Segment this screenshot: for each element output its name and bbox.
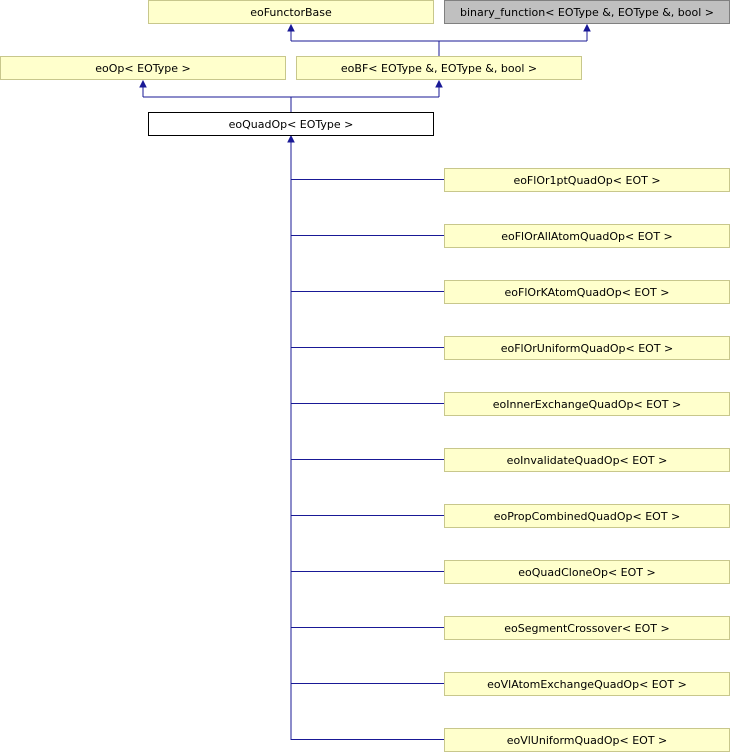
node-label: eoFunctorBase (250, 6, 332, 19)
node-derived-class[interactable] (445, 225, 730, 248)
node-label: eoFlOr1ptQuadOp< EOT > (513, 174, 661, 187)
node-derived-class[interactable] (445, 561, 730, 584)
node-derived-class[interactable] (445, 673, 730, 696)
node-label: eoFlOrKAtomQuadOp< EOT > (504, 286, 670, 299)
node-label: eoFlOrAllAtomQuadOp< EOT > (501, 230, 673, 243)
node-derived-class[interactable] (445, 281, 730, 304)
arrowhead-eoop (140, 81, 146, 87)
node-eobf[interactable] (297, 57, 582, 80)
arrowhead-eobf (436, 81, 442, 87)
node-label: eoVlAtomExchangeQuadOp< EOT > (487, 678, 687, 691)
node-derived-class[interactable] (445, 505, 730, 528)
node-derived-class[interactable] (445, 449, 730, 472)
arrowhead-eofunctorbase (288, 25, 294, 31)
node-label: eoVlUniformQuadOp< EOT > (506, 734, 668, 747)
node-binary-function[interactable] (445, 1, 730, 24)
node-label: eoInvalidateQuadOp< EOT > (506, 454, 668, 467)
derived-class-nodes (445, 169, 730, 752)
node-derived-class[interactable] (445, 393, 730, 416)
node-derived-class[interactable] (445, 729, 730, 752)
node-eoop[interactable] (1, 57, 286, 80)
node-derived-class[interactable] (445, 337, 730, 360)
node-label: eoOp< EOType > (95, 62, 191, 75)
arrowhead-binary-function (584, 25, 590, 31)
edge-eobf-to-bases (291, 30, 587, 56)
node-label: eoQuadCloneOp< EOT > (518, 566, 656, 579)
node-eofunctorbase[interactable] (149, 1, 434, 24)
edge-eoquadop-to-bases (143, 86, 439, 112)
node-label: eoQuadOp< EOType > (228, 118, 354, 131)
node-derived-class[interactable] (445, 617, 730, 640)
node-derived-class[interactable] (445, 169, 730, 192)
node-label: eoBF< EOType &, EOType &, bool > (340, 62, 538, 75)
node-label: binary_function< EOType &, EOType &, bool > (459, 6, 715, 19)
node-label: eoFlOrUniformQuadOp< EOT > (500, 342, 674, 355)
derived-edge-branches (291, 180, 445, 740)
arrowhead-eoquadop (288, 136, 294, 142)
node-eoquadop (149, 113, 434, 136)
node-label: eoInnerExchangeQuadOp< EOT > (492, 398, 682, 411)
node-label: eoPropCombinedQuadOp< EOT > (493, 510, 681, 523)
node-label: eoSegmentCrossover< EOT > (504, 622, 670, 635)
